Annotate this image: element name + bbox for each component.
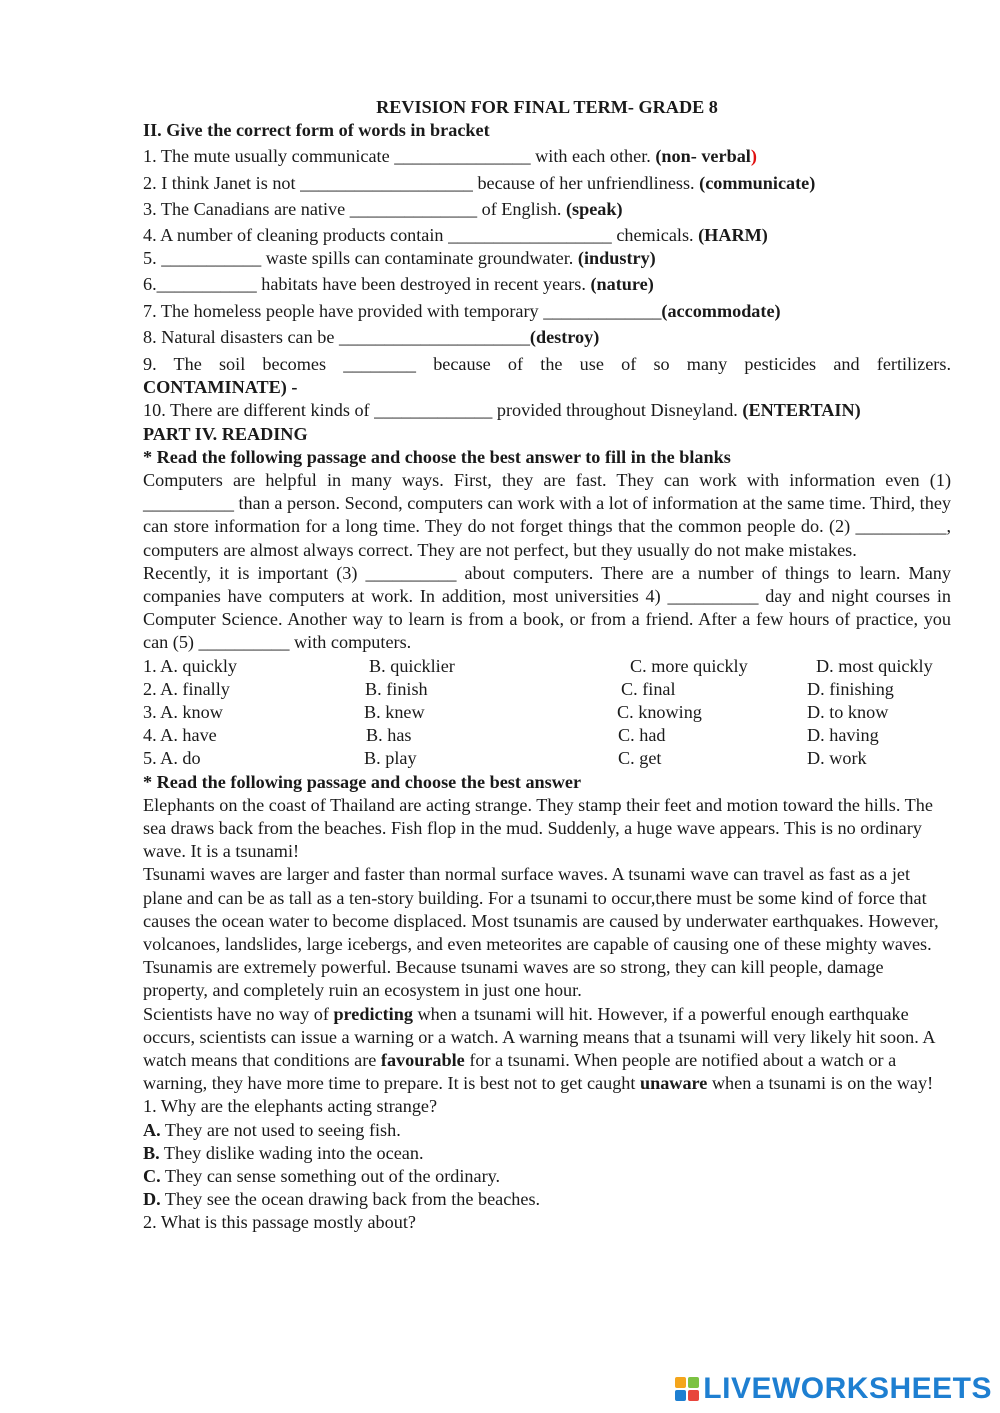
passage-1-paragraph-2: Recently, it is important (3) __________ about computers. There are a number of things to learn. Many companies have computers at work. In addition, most universities 4) __________ day and night courses in Computer Science. Another way to learn is from a book, or from a friend. After a few hours of practice, you can (5) __________ with computers. <box>143 562 951 653</box>
option-row-1 <box>143 655 951 678</box>
answer-option-d[interactable]: D. They see the ocean drawing back from the beaches. <box>143 1189 541 1210</box>
word-hint: (speak) <box>565 198 623 219</box>
question-text: 2. What is this passage mostly about? <box>143 1212 416 1233</box>
question-2: 2. I think Janet is not ___________________ because of her unfriendliness. (communicate) <box>143 172 816 193</box>
answer-option-b[interactable]: B. They dislike wading into the ocean. <box>143 1142 424 1163</box>
question-1: 1. The mute usually communicate _______________ with each other. (non- verbal) <box>143 146 757 167</box>
option-b[interactable]: B. finish <box>365 678 428 699</box>
answer-option-a[interactable]: A. They are not used to seeing fish. <box>143 1119 401 1140</box>
word-hint: (accommodate) <box>661 300 781 321</box>
answer-blank[interactable]: ___________________ <box>300 172 473 193</box>
question-8: 8. Natural disasters can be _____________________(destroy) <box>143 326 600 347</box>
option-row-5 <box>143 747 951 770</box>
question-9-hint: CONTAMINATE) - <box>143 377 298 398</box>
worksheet-page <box>143 96 951 1235</box>
passage-1-paragraph-1: Computers are helpful in many ways. First, they are fast. They can work with information even (1) __________ than a person. Second, computers can work with a lot of information at the same time. Third, they can store information for a long time. They do not forget things that the common people do. (2) __________, computers are almost always correct. They are not perfect, but they usually do not make mistakes. <box>143 470 951 560</box>
option-a[interactable]: 5. A. do <box>143 748 201 769</box>
reading-task-2: * Read the following passage and choose the best answer <box>143 771 582 792</box>
word-hint: (destroy) <box>529 326 600 347</box>
word-hint: (HARM) <box>698 225 768 246</box>
option-d[interactable]: D. finishing <box>807 678 894 699</box>
brand-name: LIVEWORKSHEETS <box>703 1372 992 1405</box>
part-4-heading: PART IV. READING <box>143 423 308 444</box>
option-d[interactable]: D. to know <box>807 702 889 723</box>
word-hint: (ENTERTAIN) <box>742 400 861 421</box>
option-row-3 <box>143 701 951 724</box>
passage-2-paragraph-2: Tsunami waves are larger and faster than normal surface waves. A tsunami wave can travel as fast as a jet plane and can be as tall as a ten-story building. For a tsunami to occur,there must be some kind of force that causes the ocean water to become displaced. Most tsunamis are caused by underwater earthquakes. However, volcanoes, landslides, large icebergs, and even meteorites are capable of causing one of these mighty waves. Tsunamis are extremely powerful. Because tsunami waves are so strong, they can kill people, damage property, and completely ruin an ecosystem in just one hour. <box>143 864 939 1001</box>
option-c[interactable]: C. final <box>621 678 676 699</box>
question-text: 1. Why are the elephants acting strange? <box>143 1096 438 1117</box>
liveworksheets-logo-icon <box>675 1377 699 1401</box>
answer-blank[interactable]: _______________ <box>394 146 531 167</box>
question-7: 7. The homeless people have provided with temporary _____________(accommodate) <box>143 300 781 321</box>
question-3: 3. The Canadians are native ______________ of English. (speak) <box>143 198 623 219</box>
options-table <box>143 655 951 771</box>
passage-2-paragraph-1: Elephants on the coast of Thailand are acting strange. They stamp their feet and motion toward the hills. The sea draws back from the beaches. Fish flop in the mud. Suddenly, a huge wave appears. This is no ordinary wave. It is a tsunami! <box>143 794 933 862</box>
option-c[interactable]: C. get <box>618 748 662 769</box>
word-hint: (nature) <box>590 274 654 295</box>
word-hint: (industry) <box>577 248 656 269</box>
option-a[interactable]: 1. A. quickly <box>143 655 237 676</box>
option-a[interactable]: 2. A. finally <box>143 678 230 699</box>
option-d[interactable]: D. work <box>807 748 867 769</box>
option-row-2 <box>143 678 951 701</box>
answer-blank[interactable]: ___________ <box>161 248 262 269</box>
option-d[interactable]: D. most quickly <box>816 655 933 676</box>
option-b[interactable]: B. knew <box>364 702 425 723</box>
word-hint: (non- verbal <box>655 146 751 167</box>
question-9: 9. The soil becomes ________ because of the use of so many pesticides and fertilizers. <box>143 354 951 375</box>
answer-blank[interactable]: ______________ <box>349 198 478 219</box>
answer-blank[interactable]: ________ <box>343 354 416 375</box>
reading-task-1: * Read the following passage and choose the best answer to fill in the blanks <box>143 446 731 467</box>
option-c[interactable]: C. had <box>618 725 666 746</box>
passage-2-paragraph-3: Scientists have no way of predicting when a tsunami will hit. However, if a powerful enough earthquake occurs, scientists can issue a warning or a watch. A warning means that a tsunami will very likely hit soon. A watch means that conditions are favourable for a tsunami. When people are notified about a watch or a warning, they have more time to prepare. It is best not to get caught unaware when a tsunami is on the way! <box>143 1003 935 1094</box>
question-6: 6.___________ habitats have been destroyed in recent years. (nature) <box>143 274 654 295</box>
option-c[interactable]: C. knowing <box>617 702 702 723</box>
option-b[interactable]: B. play <box>364 748 417 769</box>
answer-blank[interactable]: _____________ <box>543 300 662 321</box>
option-d[interactable]: D. having <box>807 725 879 746</box>
option-a[interactable]: 3. A. know <box>143 702 223 723</box>
section-2-heading: II. Give the correct form of words in bracket <box>143 120 490 141</box>
answer-blank[interactable]: _____________________ <box>338 326 530 347</box>
liveworksheets-brand <box>675 1371 992 1407</box>
option-row-4 <box>143 724 951 747</box>
page-title: REVISION FOR FINAL TERM- GRADE 8 <box>376 97 718 117</box>
option-c[interactable]: C. more quickly <box>630 655 748 676</box>
option-b[interactable]: B. quicklier <box>369 655 455 676</box>
answer-blank[interactable]: ___________ <box>156 274 257 295</box>
word-hint: (communicate) <box>699 172 816 193</box>
answer-blank[interactable]: _____________ <box>374 400 493 421</box>
question-5: 5. ___________ waste spills can contaminate groundwater. (industry) <box>143 248 656 269</box>
word-form-list <box>143 145 951 422</box>
option-a[interactable]: 4. A. have <box>143 725 217 746</box>
question-10: 10. There are different kinds of _____________ provided throughout Disneyland. (ENTERTAIN) <box>143 400 861 421</box>
option-b[interactable]: B. has <box>366 725 412 746</box>
answer-option-c[interactable]: C. They can sense something out of the ordinary. <box>143 1166 501 1187</box>
answer-blank[interactable]: __________________ <box>448 225 612 246</box>
question-4: 4. A number of cleaning products contain __________________ chemicals. (HARM) <box>143 225 768 246</box>
